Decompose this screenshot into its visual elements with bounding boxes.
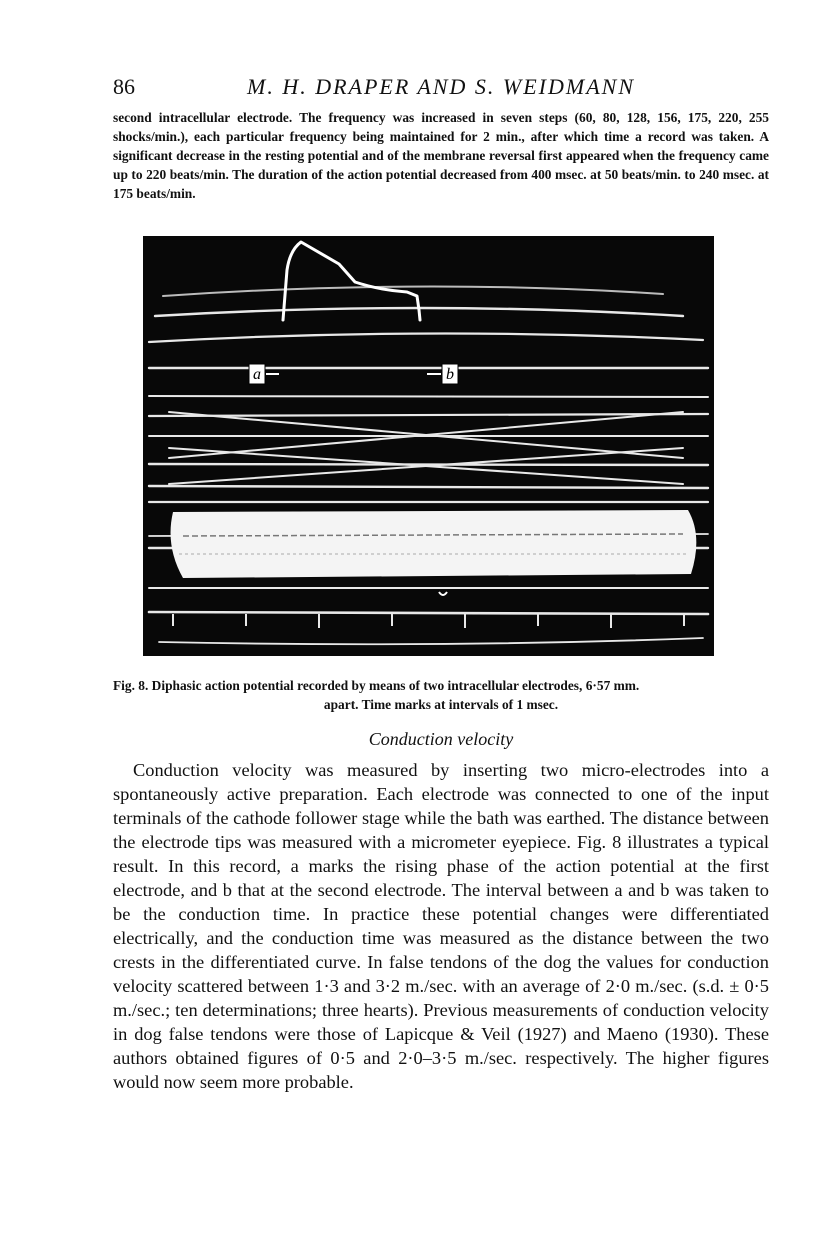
overlapping-traces-band [171,510,697,578]
running-header [113,74,769,104]
marker-b-label: b [446,366,454,383]
record-background [143,236,714,656]
body-paragraph: Conduction velocity was measured by inserting two micro-electrodes into a spontaneously active preparation. Each electrode was connected to one of the input terminals of the cathode follower stage while the bath was earthed. The distance between the electrode tips was measured with a micrometer eyepiece. Fig. 8 illustrates a typical result. In this record, a marks the rising phase of the action potential at the first electrode, and b that at the second electrode. The interval between a and b was taken to be the conduction time. In practice these potential changes were differentiated electrically, and the conduction time was measured as the distance between the two crests in the differentiated curve. In false tendons of the dog the values for conduction velocity scattered between 1·3 and 3·2 m./sec. with an average of 2·0 m./sec. (s.d. ± 0·5 m./sec.; ten determinations; three hearts). Previous measurements of conduction velocity in dog false tendons were those of Lapicque & Veil (1927) and Maeno (1930). These authors obtained figures of 0·5 and 2·0–3·5 m./sec. respectively. The higher figures would now seem more probable. [113,760,769,1092]
caption-line-1: Fig. 8. Diphasic action potential recorded by means of two intracellular electrodes, 6·57 mm. [113,678,640,693]
page-number: 86 [113,74,135,99]
caption-line-2: apart. Time marks at intervals of 1 msec. [323,697,559,712]
section-title: Conduction velocity [368,729,514,749]
continued-paragraph: second intracellular electrode. The frequency was increased in seven steps (60, 80, 128, 156, 175, 220, 255 shocks/min.), each particular frequency being maintained for 2 min., after which time a record was taken. A significant decrease in the resting potential and of the membrane reversal first appeared when the frequency came up to 220 beats/min. The duration of the action potential decreased from 400 msec. at 50 beats/min. to 240 msec. at 175 beats/min. [113,110,769,201]
figure-caption [113,676,769,714]
figure-8-oscillograph [143,236,714,656]
marker-a-label: a [253,366,261,383]
oscilloscope-record [143,236,714,656]
running-head-authors: M. H. DRAPER AND S. WEIDMANN [247,74,635,99]
